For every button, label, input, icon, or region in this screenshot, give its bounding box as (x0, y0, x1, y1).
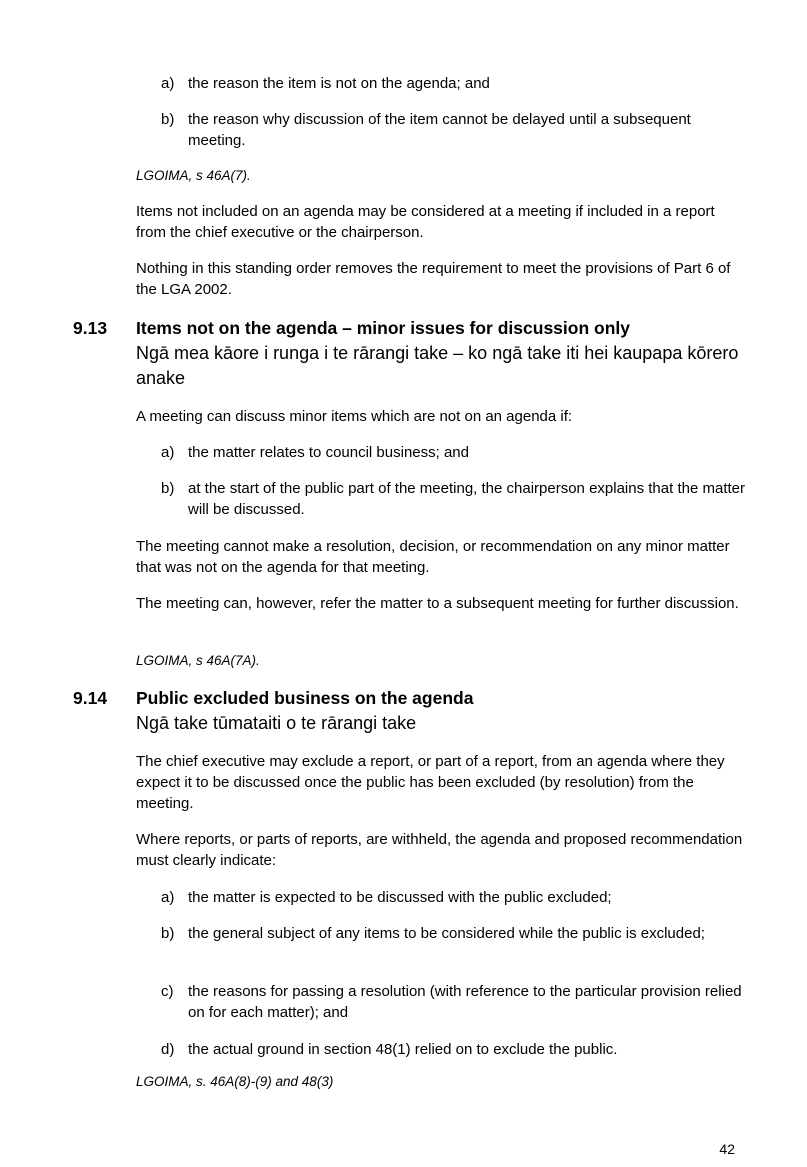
paragraph: Nothing in this standing order removes the requirement to meet the provisions of Part 6 of the LGA 2002. (136, 260, 731, 298)
section-title: Items not on the agenda – minor issues for discussion only (136, 318, 630, 338)
paragraph: Items not included on an agenda may be considered at a meeting if included in a report from the chief executive or the chairperson. (136, 203, 715, 241)
list-item-text: the actual ground in section 48(1) relied on to exclude the public. (188, 1041, 618, 1058)
citation: LGOIMA, s 46A(7A). (136, 653, 260, 668)
paragraph: A meeting can discuss minor items which are not on an agenda if: (136, 408, 573, 425)
list-marker: b) (161, 480, 175, 497)
list-item (161, 923, 751, 944)
citation: LGOIMA, s. 46A(8)-(9) and 48(3) (136, 1074, 334, 1089)
list-item-text: the reasons for passing a resolution (with reference to the particular provision relied on for each matter); and (188, 983, 742, 1021)
list-item-text: the matter is expected to be discussed with the public excluded; (188, 889, 612, 906)
page-number: 42 (719, 1141, 735, 1157)
list-marker: b) (161, 925, 175, 942)
list-item-text: the general subject of any items to be considered while the public is excluded; (188, 925, 705, 942)
paragraph: The meeting cannot make a resolution, decision, or recommendation on any minor matter that was not on the agenda for that meeting. (136, 538, 730, 576)
list-item (161, 109, 751, 151)
paragraph: The meeting can, however, refer the matter to a subsequent meeting for further discussion. (136, 595, 739, 612)
list-item (161, 73, 751, 94)
section-number: 9.13 (73, 318, 108, 338)
section-number: 9.14 (73, 688, 108, 708)
list-marker: c) (161, 983, 174, 1000)
list-item (161, 1039, 751, 1060)
list-item (161, 442, 751, 463)
list-item (161, 478, 751, 520)
list-marker: a) (161, 75, 175, 92)
list-item (161, 887, 751, 908)
list-marker: a) (161, 444, 175, 461)
list-item (161, 981, 751, 1023)
list-item-text: the reason why discussion of the item cannot be delayed until a subsequent meeting. (188, 111, 691, 149)
list-marker: d) (161, 1041, 175, 1058)
list-marker: a) (161, 889, 175, 906)
section-subtitle: Ngā mea kāore i runga i te rārangi take – ko ngā take iti hei kaupapa kōrero anake (136, 343, 739, 388)
section-title: Public excluded business on the agenda (136, 688, 474, 708)
list-item-text: at the start of the public part of the meeting, the chairperson explains that the matter will be discussed. (188, 480, 745, 518)
citation: LGOIMA, s 46A(7). (136, 168, 251, 183)
list-item-text: the reason the item is not on the agenda; and (188, 75, 490, 92)
paragraph: The chief executive may exclude a report, or part of a report, from an agenda where they expect it to be discussed once the public has been excluded (by resolution) from the meeting. (136, 753, 725, 812)
list-item-text: the matter relates to council business; and (188, 444, 469, 461)
section-subtitle: Ngā take tūmataiti o te rārangi take (136, 713, 417, 733)
list-marker: b) (161, 111, 175, 128)
paragraph: Where reports, or parts of reports, are withheld, the agenda and proposed recommendation must clearly indicate: (136, 831, 743, 869)
